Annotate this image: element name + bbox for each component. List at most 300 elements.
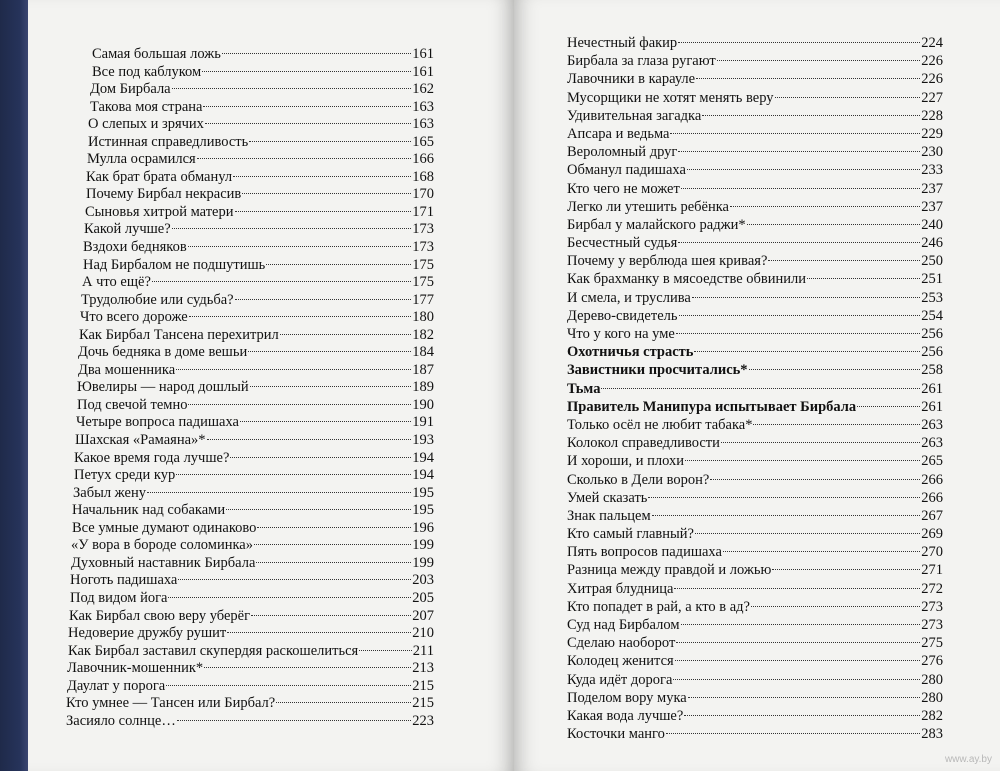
toc-entry-page: 271 [921, 562, 943, 579]
toc-entry [567, 107, 943, 125]
dot-leader [188, 246, 412, 247]
toc-entry [66, 450, 434, 468]
toc-entry-title: Все умные думают одинаково [72, 519, 257, 536]
toc-entry-title: Кто попадет в рай, а кто в ад? [567, 598, 750, 615]
dot-leader [242, 193, 411, 194]
toc-entry-title: Бирбала за глаза ругают [567, 53, 716, 70]
dot-leader [256, 562, 411, 563]
dot-leader [666, 733, 920, 734]
toc-entry-title: Дерево-свидетель [567, 307, 678, 324]
toc-entry [66, 64, 434, 82]
dot-leader [685, 460, 920, 461]
toc-entry-title: Нечестный факир [567, 35, 678, 51]
toc-entry-page: 195 [412, 484, 434, 501]
toc-entry [567, 180, 943, 198]
toc-entry-page: 269 [921, 526, 943, 543]
toc-entry-page: 256 [921, 326, 943, 342]
toc-entry [66, 432, 434, 450]
dot-leader [692, 297, 920, 298]
toc-entry [66, 204, 434, 222]
toc-entry-title: Обманул падишаха [567, 162, 686, 179]
toc-entry-page: 182 [412, 326, 434, 343]
dot-leader [204, 667, 411, 668]
toc-entry-page: 250 [921, 253, 943, 270]
toc-entry [567, 543, 943, 561]
toc-entry-title: Духовный наставник Бирбала [71, 554, 256, 571]
toc-entry [567, 616, 943, 634]
toc-entry-page: 166 [412, 151, 434, 168]
dot-leader [768, 260, 920, 261]
toc-entry [567, 270, 943, 288]
toc-entry-title: Шахская «Рамаяна»* [75, 432, 206, 449]
toc-entry-title: Сделаю наоборот [567, 635, 676, 652]
dot-leader [251, 615, 411, 616]
toc-entry-title: Начальник над собаками [72, 502, 226, 519]
toc-entry [567, 307, 943, 325]
toc-entry-title: Какое время года лучше? [74, 449, 230, 466]
toc-entry-title: Трудолюбие или судьба? [81, 291, 234, 308]
toc-entry-title: Под свечой темно [77, 396, 188, 413]
dot-leader [235, 211, 412, 212]
toc-entry-page: 189 [412, 379, 434, 396]
toc-entry-title: Бирбал у малайского раджи* [567, 216, 746, 233]
toc-entry [66, 116, 434, 134]
toc-entry-page: 168 [412, 168, 434, 185]
toc-entry [567, 325, 943, 343]
dot-leader [166, 685, 411, 686]
toc-entry-title: Мусорщики не хотят менять веру [567, 89, 774, 106]
toc-entry [567, 216, 943, 234]
dot-leader [248, 351, 411, 352]
toc-entry-page: 272 [921, 580, 943, 597]
toc-entry-page: 211 [412, 642, 434, 659]
toc-entry-page: 265 [921, 453, 943, 470]
dot-leader [152, 281, 411, 282]
toc-entry-title: Четыре вопроса падишаха [76, 414, 239, 431]
toc-entry-title: Хитрая блудница [567, 580, 674, 597]
toc-entry-title: Колокол справедливости [567, 435, 720, 452]
watermark: www.ay.by [944, 754, 992, 765]
toc-entry [567, 416, 943, 434]
toc-entry-title: Апсара и ведьма [567, 125, 670, 142]
dot-leader [203, 106, 411, 107]
toc-entry [567, 689, 943, 707]
toc-entry-title: Засияло солнце… [66, 712, 176, 729]
dot-leader [207, 439, 412, 440]
toc-entry-page: 163 [412, 98, 434, 115]
toc-entry [66, 537, 434, 555]
toc-entry [66, 151, 434, 169]
dot-leader [721, 442, 920, 443]
dot-leader [730, 206, 920, 207]
toc-entry [567, 471, 943, 489]
toc-entry-page: 228 [921, 107, 943, 124]
toc-entry-page: 273 [921, 598, 943, 615]
toc-entry-title: Знак пальцем [567, 507, 651, 524]
toc-entry-title: Ювелиры — народ дошлый [77, 379, 249, 396]
dot-leader [688, 697, 921, 698]
toc-entry-title: «У вора в бороде соломинка» [71, 537, 253, 554]
toc-entry-title: Только осёл не любит табака* [567, 416, 753, 433]
toc-entry [567, 125, 943, 143]
toc-entry-page: 273 [921, 617, 943, 633]
toc-entry-title: Как Бирбал свою веру уберёг [69, 607, 251, 624]
dot-leader [775, 97, 921, 98]
toc-left-column [66, 46, 434, 730]
dot-leader [172, 88, 412, 89]
toc-entry-page: 170 [412, 186, 434, 203]
toc-entry-title: Кто самый главный? [567, 526, 694, 543]
toc-entry-title: Лавочник-мошенник* [67, 660, 204, 677]
dot-leader [717, 60, 921, 61]
toc-entry [567, 725, 943, 743]
toc-entry-page: 194 [412, 449, 434, 466]
toc-entry-page: 251 [921, 271, 943, 288]
toc-entry-page: 161 [412, 63, 434, 80]
toc-entry-title: Суд над Бирбалом [567, 617, 680, 633]
dot-leader [189, 316, 412, 317]
toc-entry [567, 398, 943, 416]
toc-entry [567, 561, 943, 579]
toc-entry [567, 434, 943, 452]
toc-entry [567, 489, 943, 507]
toc-entry-page: 240 [921, 216, 943, 233]
toc-entry-page: 261 [921, 380, 943, 397]
toc-entry-title: Недоверие дружбу рушит [68, 625, 227, 642]
dot-leader [176, 474, 411, 475]
toc-entry-title: Пять вопросов падишаха [567, 544, 722, 561]
toc-entry-page: 229 [921, 125, 943, 142]
toc-entry-page: 187 [412, 361, 434, 378]
toc-entry [66, 292, 434, 310]
toc-entry-page: 254 [921, 307, 943, 324]
toc-entry-page: 163 [412, 116, 434, 133]
toc-entry [66, 713, 434, 731]
toc-entry [66, 625, 434, 643]
dot-leader [226, 509, 411, 510]
toc-entry-title: Удивительная загадка [567, 107, 702, 124]
dot-leader [168, 597, 411, 598]
toc-entry [66, 555, 434, 573]
toc-right-column [567, 34, 943, 743]
toc-entry-page: 194 [412, 467, 434, 484]
toc-entry-title: Как Бирбал заставил скупердяя раскошелиться [68, 642, 359, 659]
toc-entry [66, 678, 434, 696]
toc-entry [66, 572, 434, 590]
toc-entry [567, 89, 943, 107]
toc-entry-title: Какой лучше? [84, 221, 171, 238]
toc-entry-page: 253 [921, 289, 943, 306]
toc-entry [66, 327, 434, 345]
toc-entry-title: Под видом йога [70, 589, 168, 606]
toc-entry-page: 261 [921, 398, 943, 415]
toc-entry-title: Два мошенника [78, 361, 176, 378]
toc-entry [66, 134, 434, 152]
toc-entry-title: Почему у верблюда шея кривая? [567, 253, 768, 270]
dot-leader [772, 569, 920, 570]
toc-entry [66, 695, 434, 713]
toc-entry [567, 580, 943, 598]
toc-entry [567, 452, 943, 470]
dot-leader [687, 169, 920, 170]
dot-leader [674, 588, 920, 589]
toc-entry-page: 258 [921, 362, 943, 379]
toc-entry [567, 598, 943, 616]
toc-entry-title: Такова моя страна [90, 98, 203, 115]
toc-entry-page: 175 [412, 274, 434, 291]
toc-entry-page: 177 [412, 291, 434, 308]
toc-entry-title: Истинная справедливость [88, 133, 249, 150]
toc-entry [66, 169, 434, 187]
toc-entry-title: Разница между правдой и ложью [567, 562, 772, 579]
toc-entry [66, 520, 434, 538]
toc-entry-title: Тьма [567, 380, 601, 397]
toc-entry [66, 502, 434, 520]
toc-entry-title: И смела, и труслива [567, 289, 691, 306]
dot-leader [648, 497, 920, 498]
toc-entry [567, 380, 943, 398]
toc-entry [66, 485, 434, 503]
toc-entry [66, 186, 434, 204]
toc-entry [66, 309, 434, 327]
dot-leader [723, 551, 920, 552]
toc-entry-title: Даулат у порога [67, 677, 166, 694]
toc-entry [66, 257, 434, 275]
toc-entry-title: О слепых и зрячих [88, 116, 204, 133]
dot-leader [673, 679, 920, 680]
toc-entry-page: 233 [921, 162, 943, 179]
toc-entry-page: 161 [412, 46, 434, 62]
toc-entry-page: 266 [921, 471, 943, 488]
toc-entry-title: Легко ли утешить ребёнка [567, 198, 729, 215]
dot-leader [751, 606, 920, 607]
toc-entry-title: Вероломный друг [567, 144, 678, 161]
toc-entry-page: 196 [412, 519, 434, 536]
toc-entry [567, 289, 943, 307]
dot-leader [205, 123, 411, 124]
dot-leader [280, 334, 412, 335]
toc-entry [66, 81, 434, 99]
toc-entry-page: 207 [412, 607, 434, 624]
toc-entry-page: 267 [921, 507, 943, 524]
toc-entry-page: 270 [921, 544, 943, 561]
toc-entry [567, 143, 943, 161]
toc-entry-title: Почему Бирбал некрасив [86, 186, 242, 203]
toc-entry-title: Сколько в Дели ворон? [567, 471, 710, 488]
dot-leader [857, 406, 920, 407]
toc-entry [66, 239, 434, 257]
toc-entry [66, 467, 434, 485]
dot-leader [276, 702, 411, 703]
toc-entry [66, 590, 434, 608]
toc-entry [66, 414, 434, 432]
toc-entry-page: 199 [412, 554, 434, 571]
toc-entry-title: Сыновья хитрой матери [85, 203, 234, 220]
toc-entry [567, 34, 943, 52]
toc-entry-title: Правитель Манипура испытывает Бирбала [567, 398, 857, 415]
toc-entry-page: 237 [921, 198, 943, 215]
toc-entry-page: 223 [412, 712, 434, 729]
toc-entry-page: 224 [921, 35, 943, 51]
toc-entry-page: 215 [412, 677, 434, 694]
toc-entry-title: Самая большая ложь [92, 46, 221, 62]
toc-entry-page: 246 [921, 235, 943, 252]
toc-entry-page: 280 [921, 671, 943, 688]
toc-entry-title: Умей сказать [567, 489, 648, 506]
toc-entry [567, 361, 943, 379]
dot-leader [684, 715, 920, 716]
toc-entry-title: Кто умнее — Тансен или Бирбал? [66, 695, 276, 712]
toc-entry-title: Что всего дороже [80, 309, 188, 326]
toc-entry-page: 165 [412, 133, 434, 150]
dot-leader [235, 299, 412, 300]
toc-entry [66, 362, 434, 380]
toc-entry [567, 343, 943, 361]
toc-entry-page: 203 [412, 572, 434, 589]
toc-entry-page: 199 [412, 537, 434, 554]
dot-leader [749, 369, 921, 370]
toc-entry [66, 643, 434, 661]
dot-leader [188, 404, 411, 405]
toc-entry-page: 276 [921, 653, 943, 670]
dot-leader [702, 115, 920, 116]
dot-leader [807, 278, 920, 279]
dot-leader [177, 720, 411, 721]
toc-entry-title: Над Бирбалом не подшутишь [83, 256, 266, 273]
dot-leader [676, 642, 920, 643]
dot-leader [359, 650, 412, 651]
dot-leader [670, 133, 920, 134]
dot-leader [230, 457, 411, 458]
dot-leader [250, 386, 412, 387]
toc-entry [567, 652, 943, 670]
toc-entry-page: 263 [921, 416, 943, 433]
toc-entry-page: 237 [921, 180, 943, 197]
toc-entry-title: Колодец женится [567, 653, 674, 670]
toc-entry-title: Бесчестный судья [567, 235, 678, 252]
dot-leader [681, 188, 920, 189]
toc-entry-page: 227 [921, 89, 943, 106]
dot-leader [197, 158, 412, 159]
toc-entry [567, 707, 943, 725]
dot-leader [601, 388, 920, 389]
dot-leader [266, 264, 411, 265]
toc-entry-page: 283 [921, 726, 943, 743]
toc-entry-page: 210 [412, 625, 434, 642]
toc-entry-page: 184 [412, 344, 434, 361]
toc-entry-page: 162 [412, 81, 434, 98]
toc-entry-page: 171 [412, 203, 434, 220]
toc-entry [567, 234, 943, 252]
dot-leader [254, 544, 411, 545]
dot-leader [178, 579, 411, 580]
dot-leader [678, 242, 920, 243]
dot-leader [240, 421, 411, 422]
toc-entry [567, 634, 943, 652]
dot-leader [695, 533, 920, 534]
toc-entry [66, 46, 434, 64]
dot-leader [176, 369, 411, 370]
toc-entry-title: Какая вода лучше? [567, 707, 684, 724]
toc-entry-title: Как брат брата обманул [86, 168, 233, 185]
toc-entry-title: Вздохи бедняков [83, 239, 187, 256]
dot-leader [710, 479, 920, 480]
toc-entry-page: 191 [412, 414, 434, 431]
toc-entry-page: 205 [412, 589, 434, 606]
toc-entry-title: Дом Бирбала [90, 81, 171, 98]
toc-entry-page: 175 [412, 256, 434, 273]
toc-entry-page: 193 [412, 432, 434, 449]
toc-entry-page: 226 [921, 53, 943, 70]
toc-entry-page: 190 [412, 396, 434, 413]
dot-leader [222, 53, 411, 54]
toc-entry-title: Как Бирбал Тансена перехитрил [79, 326, 279, 343]
dot-leader [681, 624, 921, 625]
toc-entry-page: 266 [921, 489, 943, 506]
dot-leader [678, 151, 920, 152]
dot-leader [257, 527, 411, 528]
toc-entry [567, 52, 943, 70]
toc-entry-page: 263 [921, 435, 943, 452]
dot-leader [147, 492, 411, 493]
toc-entry [66, 274, 434, 292]
dot-leader [679, 315, 921, 316]
dot-leader [227, 632, 411, 633]
toc-entry-title: Кто чего не может [567, 180, 680, 197]
toc-entry [66, 344, 434, 362]
toc-entry [567, 507, 943, 525]
toc-entry-page: 215 [412, 695, 434, 712]
toc-entry [567, 671, 943, 689]
toc-entry-title: Завистники просчитались* [567, 362, 748, 379]
dot-leader [675, 660, 921, 661]
toc-entry [567, 252, 943, 270]
toc-entry [567, 198, 943, 216]
toc-entry [66, 379, 434, 397]
toc-entry [66, 99, 434, 117]
toc-entry-title: Охотничья страсть [567, 344, 694, 361]
dot-leader [753, 424, 920, 425]
toc-entry-title: Куда идёт дорога [567, 671, 673, 688]
toc-entry-page: 226 [921, 71, 943, 88]
dot-leader [694, 351, 920, 352]
toc-entry-title: Забыл жену [73, 484, 146, 501]
dot-leader [172, 228, 412, 229]
dot-leader [747, 224, 921, 225]
toc-entry-page: 280 [921, 689, 943, 706]
toc-entry-page: 230 [921, 144, 943, 161]
dot-leader [676, 333, 920, 334]
toc-entry-title: Ноготь падишаха [70, 572, 178, 589]
toc-entry-page: 180 [412, 309, 434, 326]
dot-leader [696, 78, 920, 79]
toc-entry-title: А что ещё? [82, 274, 151, 291]
toc-entry-title: Как брахманку в мясоедстве обвинили [567, 271, 807, 288]
toc-entry-page: 256 [921, 344, 943, 361]
dot-leader [202, 71, 411, 72]
toc-entry-title: Косточки манго [567, 726, 665, 743]
toc-entry-title: Дочь бедняка в доме вешьи [78, 344, 248, 361]
toc-entry [567, 70, 943, 88]
toc-entry-page: 173 [412, 239, 434, 256]
toc-entry-page: 275 [921, 635, 943, 652]
toc-entry [66, 660, 434, 678]
dot-leader [678, 42, 920, 43]
book-edge [0, 0, 28, 771]
dot-leader [233, 176, 411, 177]
toc-entry [66, 221, 434, 239]
dot-leader [249, 141, 411, 142]
